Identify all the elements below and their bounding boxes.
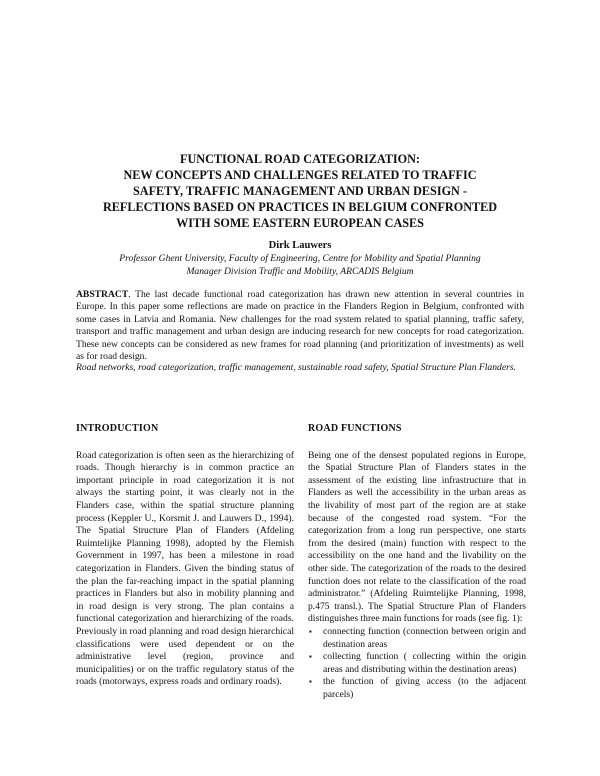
paper-title [60,151,540,231]
author-affiliation [60,252,540,278]
title-line: WITH SOME EASTERN EUROPEAN CASES [176,216,424,230]
bullet-icon: ▪ [309,677,312,687]
section-heading: ROAD FUNCTIONS [308,423,402,434]
title-line: REFLECTIONS BASED ON PRACTICES IN BELGIUM CONFRONTED [102,200,498,214]
author-name: Dirk Lauwers [268,240,332,251]
affiliation-line: Manager Division Traffic and Mobility, ARCADIS Belgium [186,266,414,277]
title-line: NEW CONCEPTS AND CHALLENGES RELATED TO TRAFFIC [123,168,477,182]
bullet-icon: ▪ [309,652,312,662]
list-item-text: connecting function (connection between origin and destination areas [323,625,526,650]
list-item [308,626,526,651]
bullet-icon: ▪ [309,626,312,636]
introduction-section [76,423,294,689]
list-item [308,676,526,701]
road-functions-section [308,423,526,701]
title-line: FUNCTIONAL ROAD CATEGORIZATION: [180,152,420,166]
affiliation-line: Professor Ghent University, Faculty of Engineering, Centre for Mobility and Spatial Planning [119,253,481,264]
introduction-text: Road categorization is often seen as the hierarchizing of roads. Though hierarchy is in common practice an important principle in road categorization it is not always the starting point, it was clearly not in the Flanders case, within the spatial structure planning process (Keppler U., Korsmit J. and Lauwers D., 1994). The Spatial Structure Plan of Flanders (Afdeling Ruimtelijke Planning 1998), adopted by the Flemish Government in 1997, has been a milestone in road categorization in Flanders. Given the binding status of the plan the far-reaching impact in the spatial planning practices in Flanders but also in mobility planning and in road design is very strong. The plan contains a functional categorization and hierarchizing of the roads. Previously in road planning and road design hierarchical classifications were used dependent or on the administrative level (region, province and municipalities) or on the traffic regulatory status of the roads (motorways, express roads and ordinary roads). [76,449,294,688]
function-list [308,626,526,702]
list-item-text: the function of giving access (to the adjacent parcels) [323,676,526,700]
list-item [308,651,526,676]
abstract [76,289,524,363]
keywords: Road networks, road categorization, traffic management, sustainable road safety, Spatial Structure Plan Flanders. [76,362,516,373]
road-functions-text: Being one of the densest populated regions in Europe, the Spatial Structure Plan of Flanders states in the assessment of the existing line infrastructure that in Flanders as well the accessibility in the urban areas as the livability of most part of the region are at stake because of the congested road system. “For the categorization from a long run perspective, one starts from the desired (main) function with respect to the accessibility on the one hand and the livability on the other side. The categorization of the roads to the desired function does not relate to the classification of the road administrator.” (Afdeling Ruimtelijke Planning, 1998, p.475 transl.). The Spatial Structure Plan of Flanders distinguishes three main functions for roads (see fig. 1): [308,449,526,625]
title-line: SAFETY, TRAFFIC MANAGEMENT AND URBAN DESIGN - [133,184,467,198]
list-item-text: collecting function ( collecting within the origin areas and distributing within the destination areas) [323,651,526,675]
section-heading: INTRODUCTION [76,423,159,434]
abstract-text: . The last decade functional road categorization has drawn new attention in several countries in Europe. In this paper some reflections are made on practice in the Flanders Region in Belgium, confronted with some cases in Latvia and Romania. New challenges for the road system related to spatial planning, traffic safety, transport and traffic management and urban design are inducing research for new concepts for road categorization. These new concepts can be considered as new frames for road planning (and prioritization of investments) as well as for road design. [76,289,524,363]
abstract-label: ABSTRACT [76,289,129,300]
